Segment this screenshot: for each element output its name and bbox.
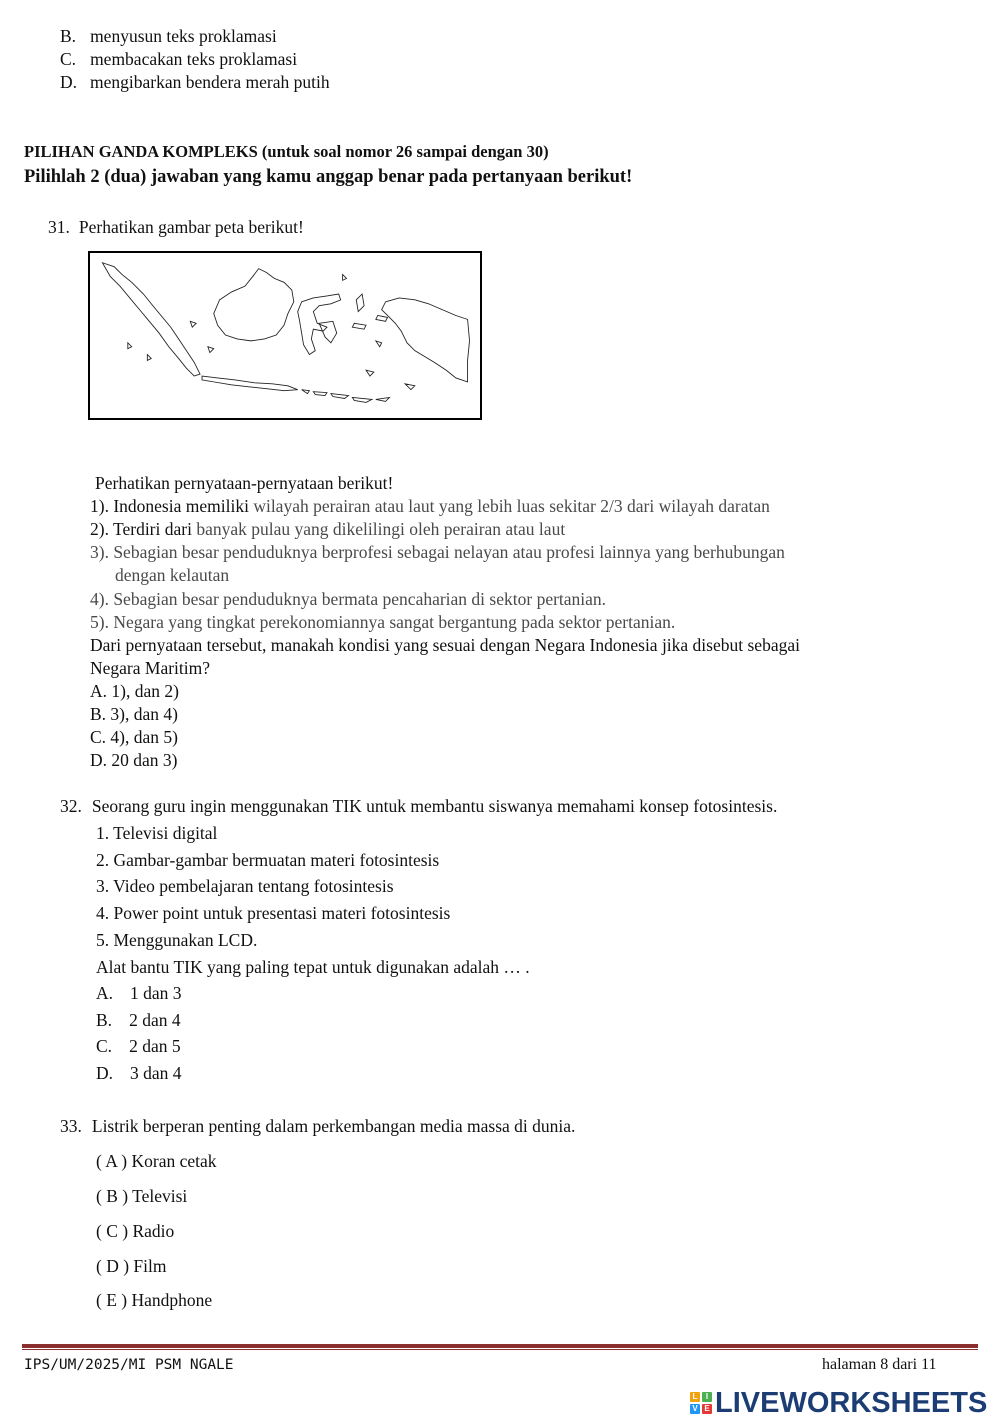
q33-option-c[interactable]: ( C ) Radio	[96, 1221, 175, 1241]
footer-code: IPS/UM/2025/MI PSM NGALE	[24, 1357, 234, 1373]
q32-option-a[interactable]: A. 1 dan 3	[96, 983, 182, 1003]
liveworksheets-wordmark: LIVEWORKSHEETS	[715, 1386, 988, 1419]
q32-item-5: 5. Menggunakan LCD.	[96, 930, 258, 950]
prev-option-b: B. menyusun teks proklamasi	[60, 26, 277, 46]
q31-question-line2: Negara Maritim?	[90, 658, 211, 678]
q31-statement-5: 5). Negara yang tingkat perekonomiannya sangat bergantung pada sektor pertanian.	[90, 612, 676, 632]
q31-option-b[interactable]: B. 3), dan 4)	[90, 704, 178, 724]
q31-intro: Perhatikan pernyataan-pernyataan berikut!	[95, 473, 394, 493]
q32-option-c[interactable]: C. 2 dan 5	[96, 1036, 181, 1056]
q31-statement-2: 2). Terdiri dari banyak pulau yang dikelilingi oleh perairan atau laut	[90, 519, 566, 539]
q31-question-line1: Dari pernyataan tersebut, manakah kondisi yang sesuai dengan Negara Indonesia jika disebut sebagai	[90, 635, 800, 655]
q33-prompt: 33. Listrik berperan penting dalam perkembangan media massa di dunia.	[60, 1116, 576, 1136]
q31-option-c[interactable]: C. 4), dan 5)	[90, 727, 178, 747]
q31-statement-4: 4). Sebagian besar penduduknya bermata pencaharian di sektor pertanian.	[90, 589, 607, 609]
q33-option-d[interactable]: ( D ) Film	[96, 1256, 167, 1276]
q31-option-d[interactable]: D. 20 dan 3)	[90, 750, 178, 770]
q31-statement-3: 3). Sebagian besar penduduknya berprofesi sebagai nelayan atau profesi lainnya yang berhubungan	[90, 542, 785, 562]
q32-prompt: 32. Seorang guru ingin menggunakan TIK untuk membantu siswanya memahami konsep fotosintesis.	[60, 796, 778, 816]
section-title: PILIHAN GANDA KOMPLEKS (untuk soal nomor 26 sampai dengan 30)	[24, 142, 549, 161]
prev-option-d: D. mengibarkan bendera merah putih	[60, 72, 330, 92]
q31-option-a[interactable]: A. 1), dan 2)	[90, 681, 179, 701]
q31-prompt: 31. Perhatikan gambar peta berikut!	[48, 217, 304, 237]
q31-statement-3-cont: dengan kelautan	[115, 565, 230, 585]
q31-statement-1: 1). Indonesia memiliki wilayah perairan atau laut yang lebih luas sekitar 2/3 dari wilayah daratan	[90, 496, 770, 516]
q32-option-d[interactable]: D. 3 dan 4	[96, 1063, 182, 1083]
indonesia-map	[88, 251, 482, 420]
footer-page-number: halaman 8 dari 11	[822, 1356, 937, 1373]
liveworksheets-logo-icon: L I V E	[690, 1392, 712, 1414]
q32-item-1: 1. Televisi digital	[96, 823, 218, 843]
q32-item-2: 2. Gambar-gambar bermuatan materi fotosintesis	[96, 850, 440, 870]
indonesia-map-drawing	[90, 253, 480, 418]
footer-rule	[22, 1344, 978, 1348]
prev-option-c: C. membacakan teks proklamasi	[60, 49, 298, 69]
q33-option-e[interactable]: ( E ) Handphone	[96, 1290, 213, 1310]
q32-question: Alat bantu TIK yang paling tepat untuk digunakan adalah … .	[96, 957, 530, 977]
q32-option-b[interactable]: B. 2 dan 4	[96, 1010, 181, 1030]
section-instruction: Pilihlah 2 (dua) jawaban yang kamu anggap benar pada pertanyaan berikut!	[24, 167, 633, 187]
q33-option-a[interactable]: ( A ) Koran cetak	[96, 1151, 217, 1171]
q33-option-b[interactable]: ( B ) Televisi	[96, 1186, 188, 1206]
q32-item-4: 4. Power point untuk presentasi materi fotosintesis	[96, 903, 451, 923]
q32-item-3: 3. Video pembelajaran tentang fotosintesis	[96, 876, 394, 896]
footer-rule-thin	[22, 1349, 978, 1350]
liveworksheets-logo[interactable]	[690, 1386, 987, 1420]
